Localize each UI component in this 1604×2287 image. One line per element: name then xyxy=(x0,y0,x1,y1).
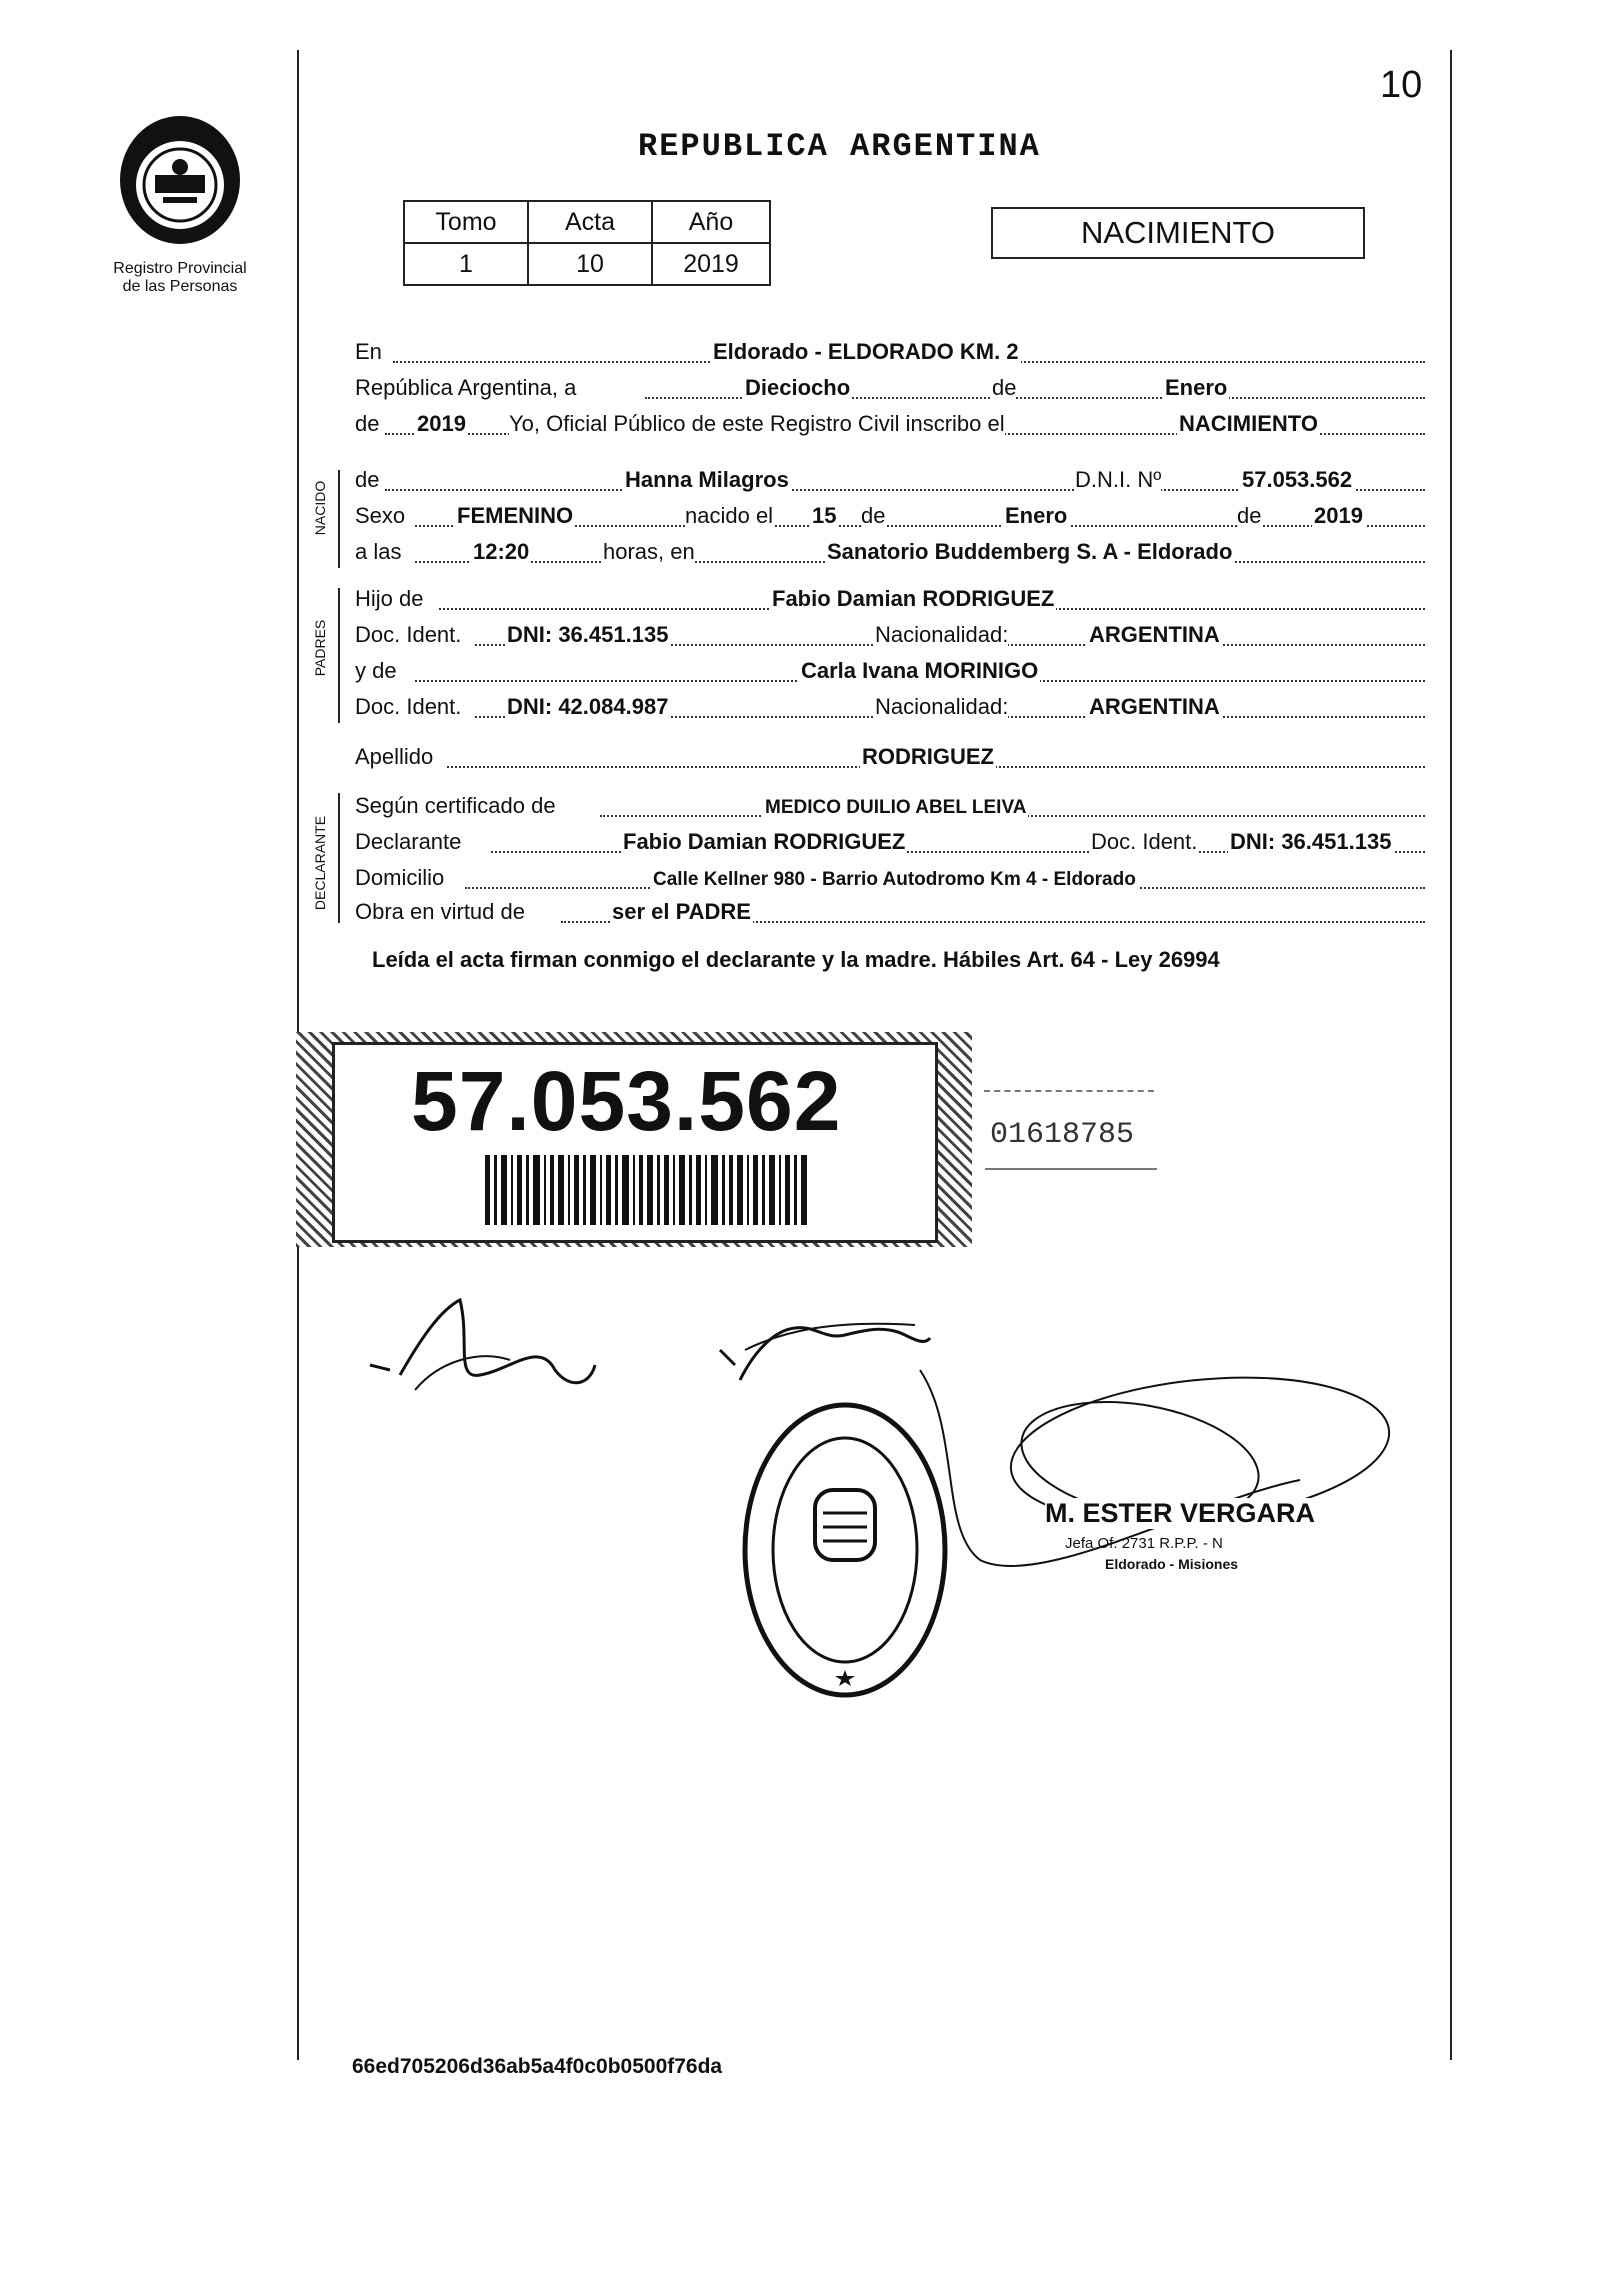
section-padres-line xyxy=(338,588,340,723)
row-certificate xyxy=(355,789,1425,823)
mother-name-value: Carla Ivana MORINIGO xyxy=(801,658,1039,683)
right-margin-line xyxy=(1450,50,1452,2060)
de-label-4: de xyxy=(861,503,886,528)
mother-doc-value: DNI: 42.084.987 xyxy=(507,694,669,719)
place-value: Eldorado - ELDORADO KM. 2 xyxy=(713,339,1019,364)
republic-label: República Argentina, a xyxy=(355,375,577,400)
certificate-value: MEDICO DUILIO ABEL LEIVA xyxy=(765,797,1027,818)
section-declarante-line xyxy=(338,793,340,923)
officer-text: Yo, Oficial Público de este Registro Civil inscribo el xyxy=(509,411,1005,436)
doc-label-father: Doc. Ident. xyxy=(355,622,462,647)
row-sex xyxy=(355,499,1425,533)
declarant-signature-icon xyxy=(360,1280,620,1410)
dni-label: D.N.I. Nº xyxy=(1075,467,1162,492)
country-title: REPUBLICA ARGENTINA xyxy=(638,128,1041,165)
tomo-header: Tomo xyxy=(404,201,528,243)
misiones-emblem-icon xyxy=(105,105,255,255)
birth-year-value: 2019 xyxy=(1314,503,1363,528)
provincial-logo xyxy=(105,105,255,296)
day-words-value: Dieciocho xyxy=(745,375,851,400)
declarant-name-value: Fabio Damian RODRIGUEZ xyxy=(623,829,906,854)
act-type-value: NACIMIENTO xyxy=(1179,411,1318,436)
barcode-icon xyxy=(485,1155,865,1225)
row-mother xyxy=(355,654,1425,688)
en-label: En xyxy=(355,339,382,364)
section-nacido-line xyxy=(338,470,340,568)
birth-day-value: 15 xyxy=(812,503,837,528)
month-value: Enero xyxy=(1165,375,1228,400)
row-declarant xyxy=(355,825,1425,859)
nationality-label-mother: Nacionalidad: xyxy=(875,694,1009,719)
de-label-3: de xyxy=(355,467,380,492)
officer-title: Jefa Of. 2731 R.P.P. - N xyxy=(1065,1535,1223,1552)
document-hash: 66ed705206d36ab5a4f0c0b0500f76da xyxy=(352,2055,723,2078)
dni-sticker xyxy=(332,1042,938,1243)
time-label: a las xyxy=(355,539,402,564)
surname-value: RODRIGUEZ xyxy=(862,744,994,769)
doc-label-mother: Doc. Ident. xyxy=(355,694,462,719)
row-father-doc xyxy=(355,618,1425,652)
father-doc-value: DNI: 36.451.135 xyxy=(507,622,669,647)
section-declarante-label: DECLARANTE xyxy=(312,815,328,911)
logo-caption-line1: Registro Provincial xyxy=(113,260,247,277)
officer-name: M. ESTER VERGARA xyxy=(1045,1498,1316,1528)
control-number-underline xyxy=(985,1168,1157,1170)
page-number: 10 xyxy=(1380,64,1423,106)
newborn-name-value: Hanna Milagros xyxy=(625,467,789,492)
acta-header: Acta xyxy=(528,201,652,243)
hours-label: horas, en xyxy=(603,539,695,564)
birth-month-value: Enero xyxy=(1005,503,1068,528)
declarant-label: Declarante xyxy=(355,829,462,854)
row-father xyxy=(355,582,1425,616)
row-time xyxy=(355,535,1425,569)
time-value: 12:20 xyxy=(473,539,530,564)
mother-nationality-value: ARGENTINA xyxy=(1089,694,1220,719)
born-label: nacido el xyxy=(685,503,774,528)
row-address xyxy=(355,861,1425,895)
surname-label: Apellido xyxy=(355,744,434,769)
de-label-2: de xyxy=(355,411,380,436)
control-number: 01618785 xyxy=(990,1118,1135,1152)
dni-sticker-border xyxy=(296,1032,972,1247)
anio-value: 2019 xyxy=(652,243,770,285)
row-newborn-name xyxy=(355,463,1425,497)
logo-caption-line2: de las Personas xyxy=(122,278,238,295)
section-padres-label: PADRES xyxy=(312,619,328,677)
cert-label: Según certificado de xyxy=(355,793,556,818)
declarant-doc-value: DNI: 36.451.135 xyxy=(1230,829,1392,854)
by-virtue-label: Obra en virtud de xyxy=(355,899,525,924)
and-label: y de xyxy=(355,658,397,683)
sex-value: FEMENINO xyxy=(457,503,574,528)
de-label-5: de xyxy=(1237,503,1262,528)
address-label: Domicilio xyxy=(355,865,445,890)
doc-label-declarant: Doc. Ident. xyxy=(1091,829,1198,854)
row-date xyxy=(355,371,1425,405)
son-of-label: Hijo de xyxy=(355,586,424,611)
row-surname xyxy=(355,740,1425,774)
address-value: Calle Kellner 980 - Barrio Autodromo Km 4 - Eldorado xyxy=(653,869,1136,890)
row-place xyxy=(355,335,1425,369)
sex-label: Sexo xyxy=(355,503,406,528)
tomo-value: 1 xyxy=(404,243,528,285)
record-table xyxy=(403,200,771,286)
by-virtue-value: ser el PADRE xyxy=(612,899,751,924)
birth-place-value: Sanatorio Buddemberg S. A - Eldorado xyxy=(827,539,1233,564)
row-mother-doc xyxy=(355,690,1425,724)
acta-value: 10 xyxy=(528,243,652,285)
de-label-1: de xyxy=(992,375,1017,400)
anio-header: Año xyxy=(652,201,770,243)
control-number-top-line xyxy=(984,1090,1154,1094)
father-name-value: Fabio Damian RODRIGUEZ xyxy=(772,586,1055,611)
row-by-virtue xyxy=(355,895,1425,929)
section-nacido-label: NACIDO xyxy=(312,480,328,536)
dni-sticker-number: 57.053.562 xyxy=(411,1054,842,1148)
father-nationality-value: ARGENTINA xyxy=(1089,622,1220,647)
nationality-label-father: Nacionalidad: xyxy=(875,622,1009,647)
record-type-box: NACIMIENTO xyxy=(991,207,1365,259)
newborn-dni-value: 57.053.562 xyxy=(1242,467,1353,492)
officer-place: Eldorado - Misiones xyxy=(1105,1556,1239,1572)
row-officer xyxy=(355,407,1425,441)
year-value: 2019 xyxy=(417,411,466,436)
closing-note: Leída el acta firman conmigo el declarante y la madre. Hábiles Art. 64 - Ley 26994 xyxy=(372,947,1220,972)
